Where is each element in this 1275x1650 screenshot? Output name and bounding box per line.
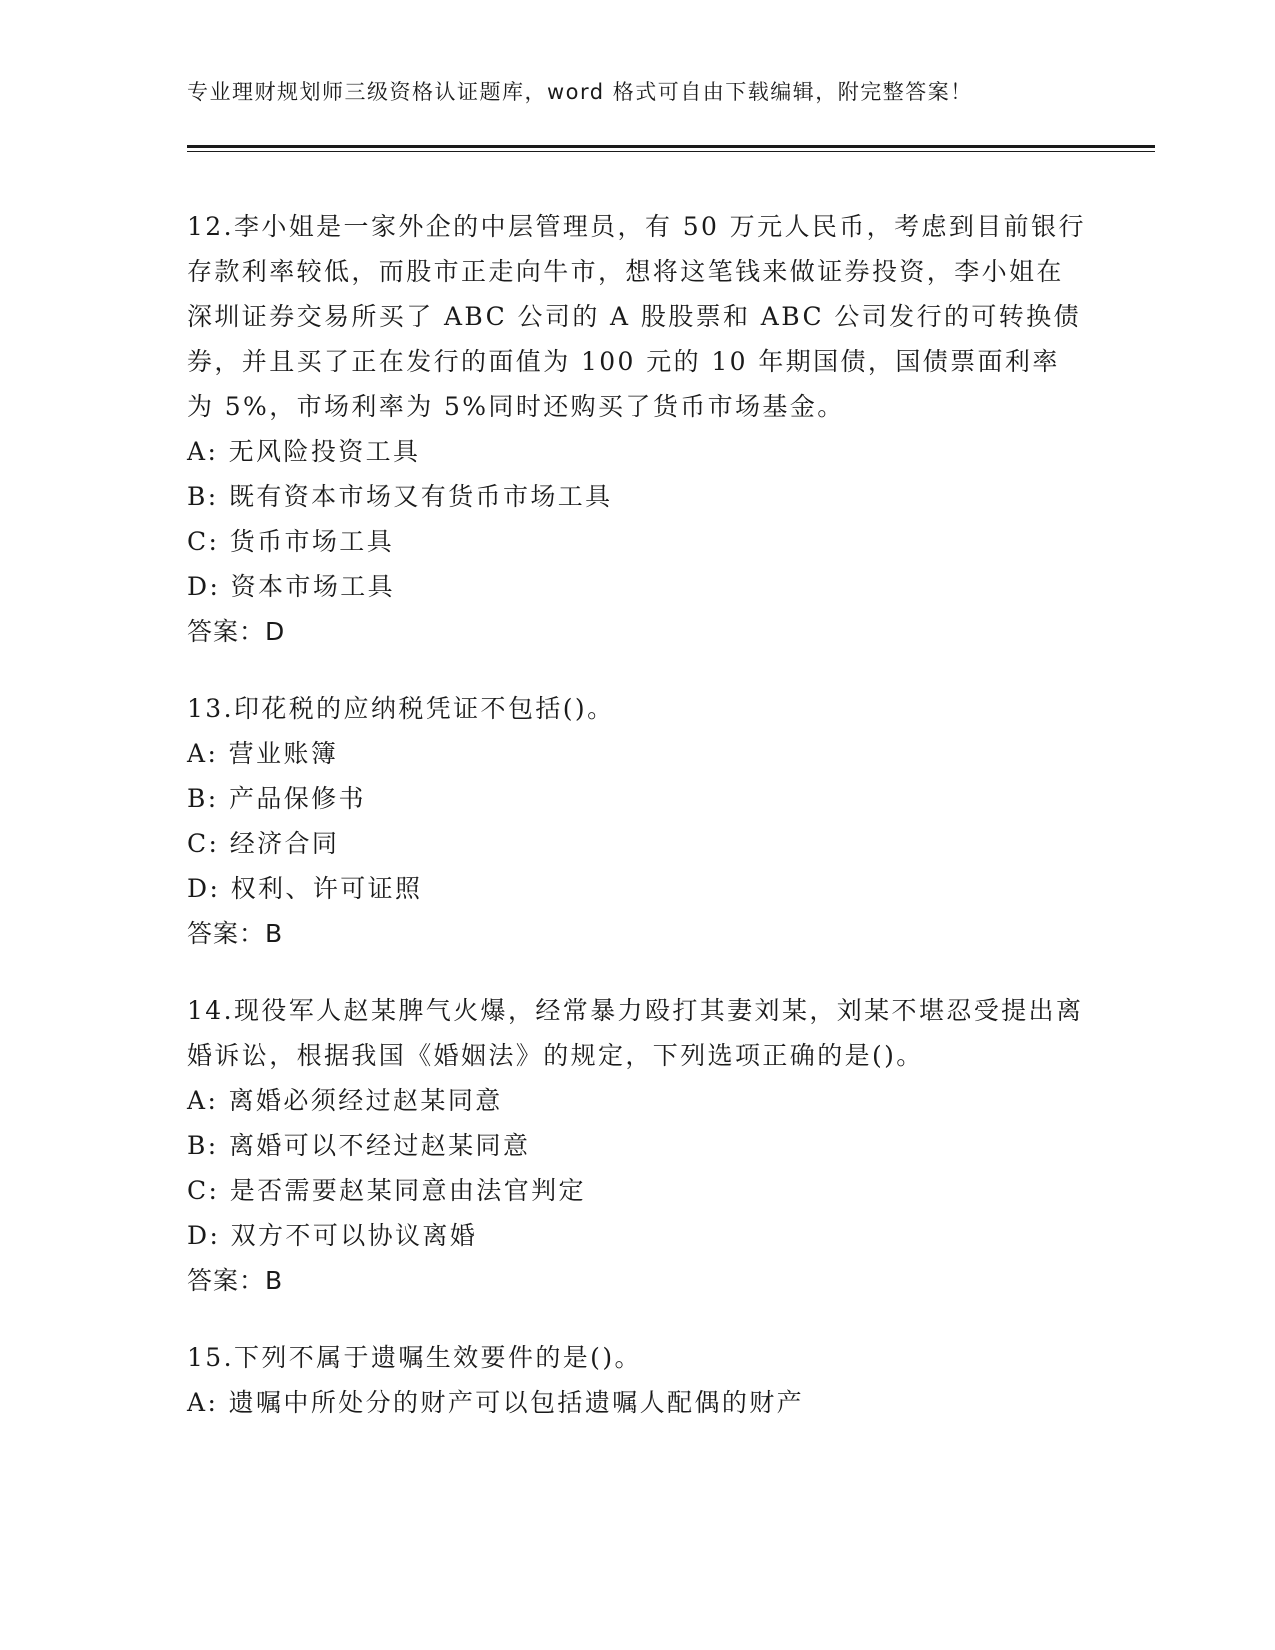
- answer-line: 答案：B: [187, 1266, 284, 1295]
- question-15: [187, 1335, 1087, 1425]
- header-divider-thick: [187, 145, 1155, 148]
- option-a: A: 无风险投资工具: [187, 437, 421, 466]
- question-stem: 15.下列不属于遗嘱生效要件的是()。: [187, 1343, 642, 1372]
- question-stem: 12.李小姐是一家外企的中层管理员，有 50 万元人民币，考虑到目前银行存款利率较低，而股市正走向牛市，想将这笔钱来做证券投资，李小姐在深圳证券交易所买了 ABC 公司的 A 股股票和 ABC 公司发行的可转换债券，并且买了正在发行的面值为 100 元的 10 年期国债，国债票面利率为 5%，市场利率为 5%同时还购买了货币市场基金。: [187, 212, 1086, 421]
- question-13: [187, 686, 1087, 956]
- option-a: A: 离婚必须经过赵某同意: [187, 1086, 503, 1115]
- option-c: C: 经济合同: [187, 829, 340, 858]
- question-list: [187, 204, 1087, 1457]
- question-14: [187, 988, 1087, 1303]
- question-stem: 14.现役军人赵某脾气火爆，经常暴力殴打其妻刘某，刘某不堪忍受提出离婚诉讼，根据我国《婚姻法》的规定，下列选项正确的是()。: [187, 996, 1084, 1070]
- option-b: B: 离婚可以不经过赵某同意: [187, 1131, 531, 1160]
- option-a: A: 营业账簿: [187, 739, 339, 768]
- option-a: A: 遗嘱中所处分的财产可以包括遗嘱人配偶的财产: [187, 1388, 805, 1417]
- option-d: D: 资本市场工具: [187, 572, 396, 601]
- header-divider-thin: [187, 151, 1155, 152]
- question-stem: 13.印花税的应纳税凭证不包括()。: [187, 694, 615, 723]
- option-c: C: 是否需要赵某同意由法官判定: [187, 1176, 586, 1205]
- option-b: B: 产品保修书: [187, 784, 366, 813]
- answer-line: 答案：D: [187, 617, 286, 646]
- page-header: 专业理财规划师三级资格认证题库，word 格式可自由下载编辑，附完整答案！: [187, 80, 973, 104]
- answer-line: 答案：B: [187, 919, 284, 948]
- question-12: [187, 204, 1087, 654]
- option-d: D: 权利、许可证照: [187, 874, 423, 903]
- option-b: B: 既有资本市场又有货币市场工具: [187, 482, 613, 511]
- option-d: D: 双方不可以协议离婚: [187, 1221, 478, 1250]
- option-c: C: 货币市场工具: [187, 527, 395, 556]
